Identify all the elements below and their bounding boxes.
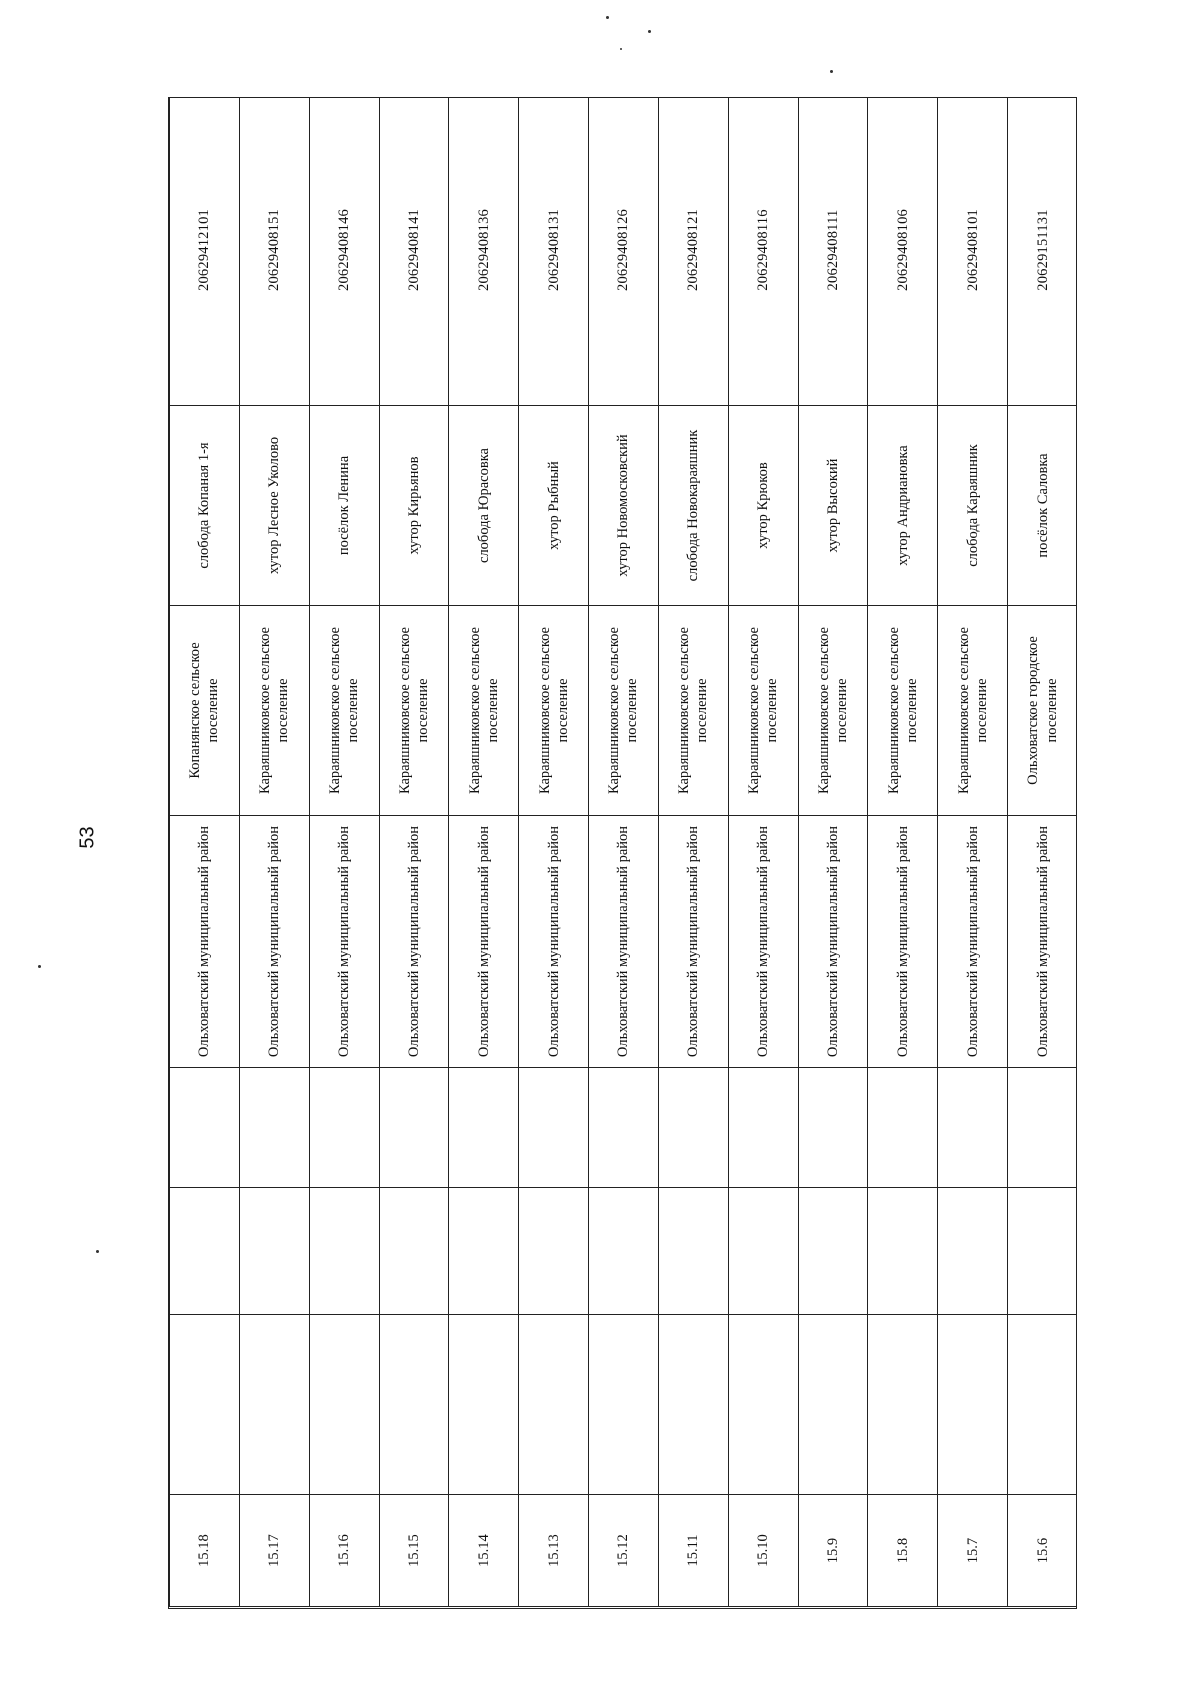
- locality-cell: хутор Лесное Уколово: [239, 406, 309, 606]
- row-number: 15.7: [938, 1495, 1008, 1607]
- oktmo-code-cell: 20629408101: [938, 97, 1008, 406]
- district-cell: Ольховатский муниципальный район: [798, 816, 868, 1068]
- table-row: [658, 97, 728, 1607]
- locality-cell: хутор Новомосковский: [589, 406, 659, 606]
- locality-cell: слобода Новокараяшник: [658, 406, 728, 606]
- settlement-cell: Караяшниковское сельское поселение: [309, 606, 379, 816]
- table-body: [170, 97, 1078, 1607]
- settlement-cell: Караяшниковское сельское поселение: [658, 606, 728, 816]
- empty-cell: [728, 1188, 798, 1315]
- locality-cell: слобода Копаная 1-я: [170, 406, 240, 606]
- scan-speck: [648, 30, 651, 33]
- empty-cell: [938, 1315, 1008, 1495]
- table-row: [938, 97, 1008, 1607]
- empty-cell: [589, 1315, 659, 1495]
- empty-cell: [1008, 1068, 1077, 1188]
- row-number: 15.8: [868, 1495, 938, 1607]
- oktmo-code-cell: 20629408126: [589, 97, 659, 406]
- empty-cell: [658, 1068, 728, 1188]
- empty-cell: [868, 1068, 938, 1188]
- table-row: [868, 97, 938, 1607]
- table-row: [728, 97, 798, 1607]
- empty-cell: [170, 1188, 240, 1315]
- empty-cell: [589, 1188, 659, 1315]
- empty-cell: [379, 1315, 449, 1495]
- settlement-cell: Караяшниковское сельское поселение: [379, 606, 449, 816]
- empty-cell: [868, 1315, 938, 1495]
- empty-cell: [519, 1068, 589, 1188]
- district-cell: Ольховатский муниципальный район: [868, 816, 938, 1068]
- table-row: [239, 97, 309, 1607]
- row-number: 15.18: [170, 1495, 240, 1607]
- empty-cell: [170, 1315, 240, 1495]
- locality-cell: слобода Караяшник: [938, 406, 1008, 606]
- scan-speck: [606, 16, 609, 19]
- oktmo-code-cell: 20629408111: [798, 97, 868, 406]
- empty-cell: [728, 1315, 798, 1495]
- row-number: 15.9: [798, 1495, 868, 1607]
- oktmo-code-cell: 20629408116: [728, 97, 798, 406]
- row-number: 15.6: [1008, 1495, 1077, 1607]
- settlement-cell: Караяшниковское сельское поселение: [728, 606, 798, 816]
- empty-cell: [798, 1188, 868, 1315]
- empty-cell: [938, 1068, 1008, 1188]
- table-row: [589, 97, 659, 1607]
- row-number: 15.14: [449, 1495, 519, 1607]
- empty-cell: [449, 1315, 519, 1495]
- row-number: 15.16: [309, 1495, 379, 1607]
- settlements-table: [169, 97, 1077, 1607]
- district-cell: Ольховатский муниципальный район: [1008, 816, 1077, 1068]
- empty-cell: [938, 1188, 1008, 1315]
- district-cell: Ольховатский муниципальный район: [938, 816, 1008, 1068]
- row-number: 15.12: [589, 1495, 659, 1607]
- empty-cell: [449, 1068, 519, 1188]
- table-row: [1008, 97, 1077, 1607]
- empty-cell: [658, 1315, 728, 1495]
- row-number: 15.17: [239, 1495, 309, 1607]
- oktmo-code-cell: 20629412101: [170, 97, 240, 406]
- settlements-table-rotated: [169, 97, 1077, 1607]
- settlement-cell: Караяшниковское сельское поселение: [519, 606, 589, 816]
- empty-cell: [309, 1188, 379, 1315]
- scan-speck: [96, 1250, 99, 1253]
- page-number: 53: [76, 826, 99, 849]
- locality-cell: хутор Кирьянов: [379, 406, 449, 606]
- empty-cell: [798, 1315, 868, 1495]
- table-row: [309, 97, 379, 1607]
- locality-cell: хутор Крюков: [728, 406, 798, 606]
- row-number: 15.11: [658, 1495, 728, 1607]
- empty-cell: [449, 1188, 519, 1315]
- district-cell: Ольховатский муниципальный район: [379, 816, 449, 1068]
- oktmo-code-cell: 20629151131: [1008, 97, 1077, 406]
- district-cell: Ольховатский муниципальный район: [658, 816, 728, 1068]
- oktmo-code-cell: 20629408131: [519, 97, 589, 406]
- district-cell: Ольховатский муниципальный район: [589, 816, 659, 1068]
- table-row: [798, 97, 868, 1607]
- empty-cell: [309, 1068, 379, 1188]
- district-cell: Ольховатский муниципальный район: [170, 816, 240, 1068]
- settlement-cell: Караяшниковское сельское поселение: [239, 606, 309, 816]
- settlements-table-frame: [168, 97, 1077, 1609]
- empty-cell: [239, 1315, 309, 1495]
- locality-cell: посёлок Ленина: [309, 406, 379, 606]
- settlement-cell: Караяшниковское сельское поселение: [868, 606, 938, 816]
- settlement-cell: Караяшниковское сельское поселение: [589, 606, 659, 816]
- table-row: [379, 97, 449, 1607]
- row-number: 15.15: [379, 1495, 449, 1607]
- district-cell: Ольховатский муниципальный район: [728, 816, 798, 1068]
- oktmo-code-cell: 20629408151: [239, 97, 309, 406]
- district-cell: Ольховатский муниципальный район: [239, 816, 309, 1068]
- empty-cell: [728, 1068, 798, 1188]
- locality-cell: хутор Андриановка: [868, 406, 938, 606]
- empty-cell: [239, 1188, 309, 1315]
- oktmo-code-cell: 20629408141: [379, 97, 449, 406]
- settlement-cell: Караяшниковское сельское поселение: [938, 606, 1008, 816]
- empty-cell: [519, 1315, 589, 1495]
- scan-speck: [830, 70, 833, 73]
- empty-cell: [798, 1068, 868, 1188]
- empty-cell: [170, 1068, 240, 1188]
- empty-cell: [309, 1315, 379, 1495]
- empty-cell: [1008, 1188, 1077, 1315]
- empty-cell: [239, 1068, 309, 1188]
- settlement-cell: Ольховатское городское поселение: [1008, 606, 1077, 816]
- district-cell: Ольховатский муниципальный район: [449, 816, 519, 1068]
- locality-cell: посёлок Саловка: [1008, 406, 1077, 606]
- table-row: [519, 97, 589, 1607]
- scan-speck: [620, 48, 622, 50]
- empty-cell: [868, 1188, 938, 1315]
- oktmo-code-cell: 20629408146: [309, 97, 379, 406]
- row-number: 15.10: [728, 1495, 798, 1607]
- empty-cell: [379, 1188, 449, 1315]
- empty-cell: [589, 1068, 659, 1188]
- empty-cell: [658, 1188, 728, 1315]
- district-cell: Ольховатский муниципальный район: [519, 816, 589, 1068]
- oktmo-code-cell: 20629408121: [658, 97, 728, 406]
- locality-cell: хутор Рыбный: [519, 406, 589, 606]
- oktmo-code-cell: 20629408106: [868, 97, 938, 406]
- locality-cell: хутор Высокий: [798, 406, 868, 606]
- oktmo-code-cell: 20629408136: [449, 97, 519, 406]
- empty-cell: [1008, 1315, 1077, 1495]
- empty-cell: [379, 1068, 449, 1188]
- settlement-cell: Караяшниковское сельское поселение: [798, 606, 868, 816]
- scan-speck: [38, 965, 41, 968]
- row-number: 15.13: [519, 1495, 589, 1607]
- district-cell: Ольховатский муниципальный район: [309, 816, 379, 1068]
- settlement-cell: Копанянское сельское поселение: [170, 606, 240, 816]
- settlement-cell: Караяшниковское сельское поселение: [449, 606, 519, 816]
- table-row: [170, 97, 240, 1607]
- locality-cell: слобода Юрасовка: [449, 406, 519, 606]
- empty-cell: [519, 1188, 589, 1315]
- table-row: [449, 97, 519, 1607]
